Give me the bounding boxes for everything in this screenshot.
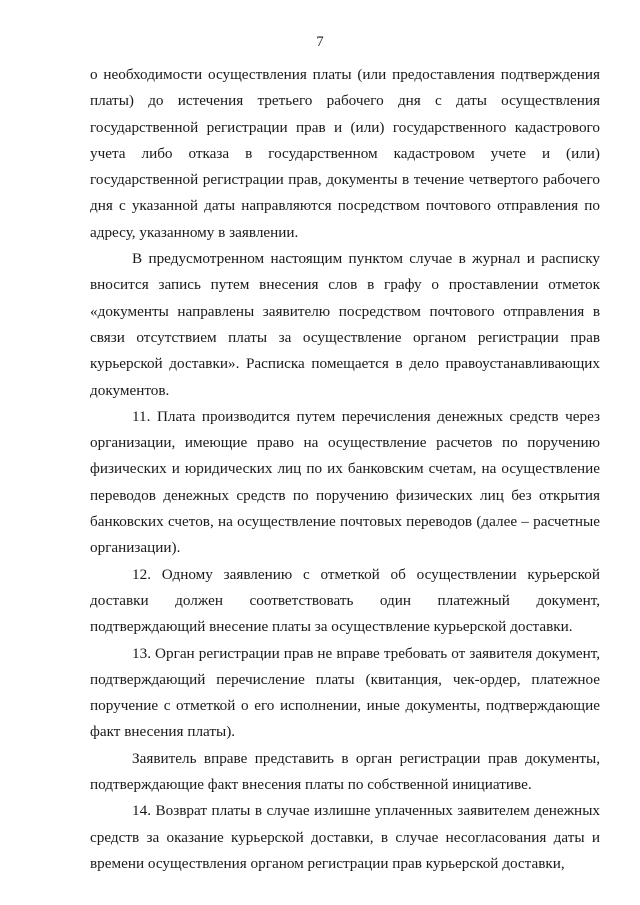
document-body xyxy=(90,62,600,877)
paragraph-12: 12. Одному заявлению с отметкой об осуществлении курьерской доставки должен соответствовать один платежный документ, подтверждающий внесение платы за осуществление курьерской доставки. xyxy=(90,565,600,636)
paragraph-continuation: о необходимости осуществления платы (или предоставления подтверждения платы) до истечения третьего рабочего дня с даты осуществления государственной регистрации прав и (или) государственного кадастрового учета либо отказа в государственном кадастровом учете и (или) государственной регистрации прав, документы в течение четвертого рабочего дня с указанной даты направляются посредством почтового отправления по адресу, указанному в заявлении. xyxy=(90,66,600,241)
paragraph-14: 14. Возврат платы в случае излишне уплаченных заявителем денежных средств за оказание курьерской доставки, в случае несогласования даты и времени осуществления органом регистрации прав курьерской доставки, xyxy=(90,802,600,872)
paragraph-11: 11. Плата производится путем перечисления денежных средств через организации, имеющие право на осуществление расчетов по поручению физических и юридических лиц по их банковским счетам, на осуществление переводов денежных средств по поручению физических лиц без открытия банковских счетов, на осуществление почтовых переводов (далее – расчетные организации). xyxy=(90,407,600,557)
paragraph-13: 13. Орган регистрации прав не вправе требовать от заявителя документ, подтверждающий перечисление платы (квитанция, чек-ордер, платежное поручение с отметкой о его исполнении, иные документы, подтверждающие факт внесения платы). xyxy=(90,644,600,741)
page-number: 7 xyxy=(316,34,324,50)
paragraph-journal-entry: В предусмотренном настоящим пунктом случае в журнал и расписку вносится запись путем внесения слов в графу о проставлении отметок «документы направлены заявителю посредством почтового отправления в связи отсутствием платы за осуществление органом регистрации прав курьерской доставки». Расписка помещается в дело правоустанавливающих документов. xyxy=(90,250,600,399)
paragraph-applicant-right: Заявитель вправе представить в орган регистрации прав документы, подтверждающие факт внесения платы по собственной инициативе. xyxy=(90,749,600,794)
